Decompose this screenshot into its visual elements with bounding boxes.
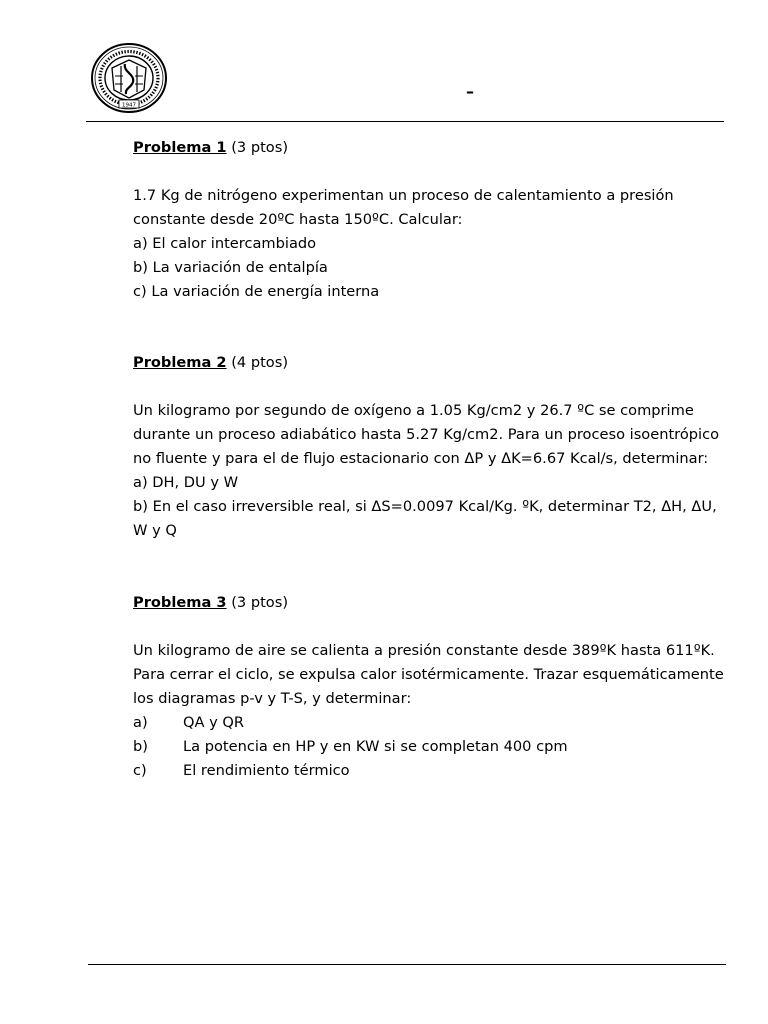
problem-2-line: durante un proceso adiabático hasta 5.27 Kg/cm2. Para un proceso isoentrópico (133, 426, 720, 443)
problem-1-line: a) El calor intercambiado (133, 235, 317, 252)
problem-3-item (133, 711, 728, 735)
item-marker: c) (133, 762, 147, 779)
item-marker: a) (133, 714, 148, 731)
problem-1-line: c) La variación de energía interna (133, 283, 380, 300)
header-divider (86, 121, 724, 122)
problem-1-label: Problema 1 (133, 139, 227, 156)
item-text: El rendimiento térmico (183, 762, 350, 779)
problem-2-label: Problema 2 (133, 354, 227, 371)
problem-3-item (133, 759, 728, 783)
problem-2-line: b) En el caso irreversible real, si ΔS=0.0097 Kcal/Kg. ºK, determinar T2, ΔH, ΔU, (133, 498, 717, 515)
problem-1-line: constante desde 20ºC hasta 150ºC. Calcular: (133, 211, 463, 228)
problem-3-points: (3 ptos) (231, 594, 289, 611)
item-text: La potencia en HP y en KW si se completan 400 cpm (183, 738, 568, 755)
problem-2-statement (133, 399, 728, 543)
problem-3-line: Un kilogramo de aire se calienta a presión constante desde 389ºK hasta 611ºK. (133, 642, 715, 659)
problem-1-line: 1.7 Kg de nitrógeno experimentan un proceso de calentamiento a presión (133, 187, 674, 204)
problem-3-statement (133, 639, 728, 783)
problem-1-statement (133, 184, 728, 304)
problem-2 (133, 351, 728, 543)
problem-2-line: W y Q (133, 522, 177, 539)
problem-3-line: Para cerrar el ciclo, se expulsa calor isotérmicamente. Trazar esquemáticamente (133, 666, 724, 683)
item-text: QA y QR (183, 714, 245, 731)
problem-1 (133, 136, 728, 304)
seal-year: 1947 (122, 102, 136, 109)
problem-2-line: Un kilogramo por segundo de oxígeno a 1.05 Kg/cm2 y 26.7 ºC se comprime (133, 402, 694, 419)
problem-3-label: Problema 3 (133, 594, 227, 611)
problem-3-title (133, 591, 728, 615)
problem-2-line: a) DH, DU y W (133, 474, 239, 491)
problem-2-title (133, 351, 728, 375)
item-marker: b) (133, 738, 148, 755)
problem-1-line: b) La variación de entalpía (133, 259, 328, 276)
problem-2-points: (4 ptos) (231, 354, 289, 371)
problem-3-line: los diagramas p-v y T-S, y determinar: (133, 690, 412, 707)
footer-divider (88, 964, 726, 965)
problem-3-item (133, 735, 728, 759)
problem-2-line: no fluente y para el de flujo estacionario con ΔP y ΔK=6.67 Kcal/s, determinar: (133, 450, 709, 467)
university-seal-logo (90, 42, 168, 114)
problem-3 (133, 591, 728, 783)
problem-1-points: (3 ptos) (231, 139, 289, 156)
header-dash: – (466, 82, 474, 101)
problem-1-title (133, 136, 728, 160)
